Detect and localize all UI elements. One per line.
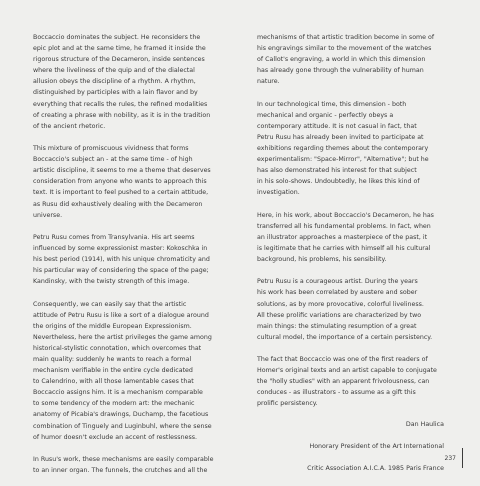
signature-name: Dan Haulica bbox=[405, 421, 444, 429]
signature-title: Honorary President of the Art International bbox=[309, 443, 444, 451]
right-paragraph-4: Petru Rusu is a courageous artist. During the years his work has been correlated by austere and sober solutions, as by more provocative, colorful liveliness. All these prolific variations are characterized by two main things: the stimulating resumption of a great cultural model, the importance of a certain persistency. bbox=[257, 278, 433, 341]
signature-association: Critic Association A.I.C.A. 1985 Paris France bbox=[307, 465, 444, 473]
right-paragraph-3: Here, in his work, about Boccaccio's Decameron, he has transferred all his fundamental problems. In fact, when an illustrator approaches a masterpiece of the past, it is legitimate that he carries with himself all his cultural background, his problems, his sensibility. bbox=[257, 211, 434, 264]
right-paragraph-5: The fact that Boccaccio was one of the first readers of Homer's original texts and an artist capable to conjugate the "holly studies" with an apparent frivolousness, can conduces - as illustrators - to assume as a gift this prolific persistency. bbox=[257, 356, 437, 408]
left-paragraph-1: Boccaccio dominates the subject. He reconsiders the epic plot and at the same time, he framed it inside the rigorous structure of the Decameron, inside sentences where the liveliness of the quip and of the dialectal allusion obeys the discipline of a rhythm. A rhythm, distinguished by participles with a lain flavor and by everything that recalls the rules, the refined modalities of creating a phrase with nobility, as it is in the tradition of the ancient rhetoric. bbox=[33, 34, 211, 130]
right-column bbox=[257, 32, 465, 410]
page-number: 237 bbox=[444, 455, 456, 462]
page-number-rule bbox=[462, 448, 463, 468]
left-column bbox=[33, 32, 241, 476]
left-paragraph-3: Petru Rusu comes from Transylvania. His art seems influenced by some expressionist master: Kokoschka in his best period (1914), with his unique chromaticity and his particular way of considering the space of the page; Kandinsky, with the twisty strength of this image. bbox=[33, 233, 210, 286]
left-paragraph-2: This mixture of promiscuous vividness that forms Boccaccio's subject an - at the same time - of high artistic discipline, it seems to me a theme that deserves consideration from anyone who wants to approach this text. It is important to feel pushed to a certain attitude, as Rusu did exhaustively dealing with the Decameron universe. bbox=[33, 145, 211, 219]
signature-block bbox=[307, 408, 444, 486]
left-paragraph-4: Consequently, we can easily say that the artistic attitude of Petru Rusu is like a sort of a dialogue around the origins of the middle European Expressionism. Nevertheless, here the artist privileges the game among historical-stylistic connotation, which overcomes that main quality: suddenly he wants to reach a formal mechanism verifiable in the entire cycle dedicated to Calendrino, with all those lamentable cases that Boccaccio assigns him. It is a mechanism comparable to some tendency of the modern art: the mechanic anatomy of Picabia's drawings, Duchamp, the facetious combination of Tinguely and Luginbuhl, where the sense of humor doesn't exclude an accent of restlessness. bbox=[33, 300, 212, 441]
left-paragraph-5: In Rusu's work, these mechanisms are easily comparable to an inner organ. The funnels, the crutches and all the bbox=[33, 455, 214, 475]
right-paragraph-1: mechanisms of that artistic tradition become in some of his engravings similar to the movement of the watches of Callot's engraving, a world in which this dimension has already gone through the vulnerability of human nature. bbox=[257, 34, 435, 86]
right-paragraph-2: In our technological time, this dimension - both mechanical and organic - perfectly obeys a contemporary attitude. It is not casual in fact, that Petru Rusu has already been invited to participate at exhibitions regarding themes about the contemporary experimentalism: "Space-Mirror", "Alternative"; but he has also demonstrated his interest for that subject in his solo-shows. Undoubtedly, he likes this kind of investigation. bbox=[257, 100, 429, 197]
